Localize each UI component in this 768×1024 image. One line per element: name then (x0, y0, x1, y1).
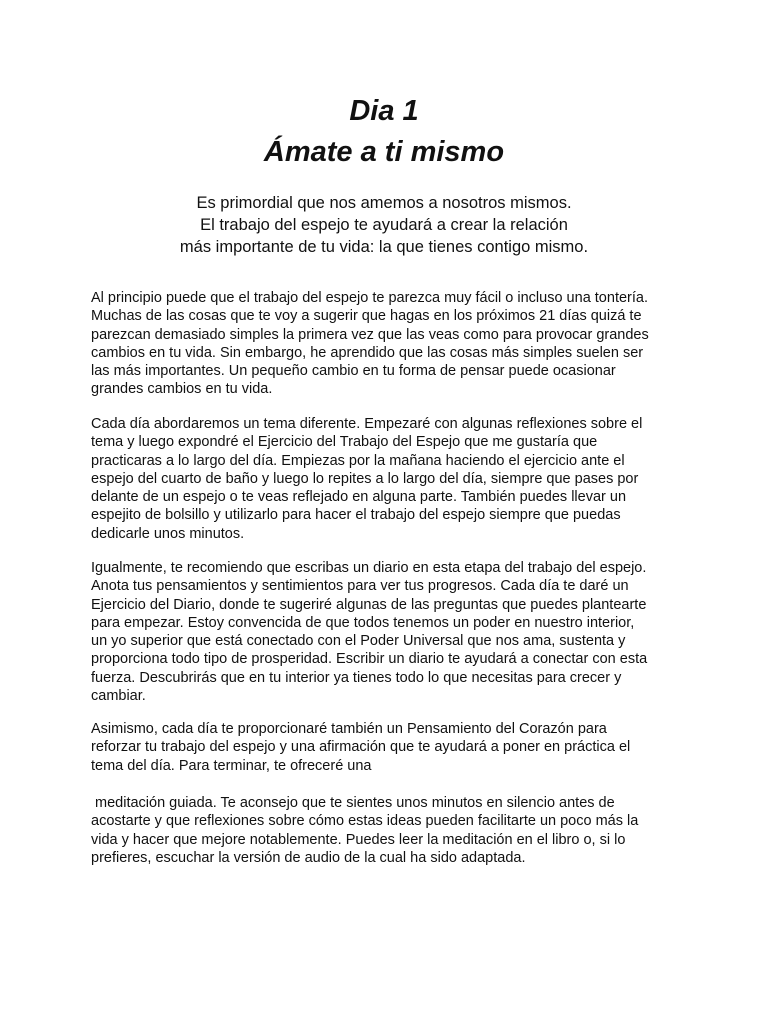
paragraph-line: tema del día. Para terminar, te ofreceré una (91, 757, 372, 774)
paragraph-line: espejo del cuarto de baño y luego lo repites a lo largo del día, siempre que pases por (91, 470, 639, 487)
paragraph-line: Muchas de las cosas que te voy a sugerir que hagas en los próximos 21 días quizá te (91, 308, 642, 325)
intro-statement (0, 192, 768, 258)
page-title-theme: Ámate a ti mismo (263, 136, 505, 168)
page-title-day: Dia 1 (349, 95, 419, 127)
intro-line: Es primordial que nos amemos a nosotros mismos. (196, 194, 572, 212)
paragraph-line: Al principio puede que el trabajo del espejo te parezca muy fácil o incluso una tontería. (91, 290, 648, 306)
paragraph-line: para empezar. Estoy convencida de que todos tenemos un poder en nuestro interior, (91, 614, 635, 631)
paragraph-line: Anota tus pensamientos y sentimientos para ver tus progresos. Cada día te daré un (91, 578, 629, 595)
paragraph-line: grandes cambios en tu vida. (91, 381, 273, 398)
paragraph-line: meditación guiada. Te aconsejo que te sientes unos minutos en silencio antes de (91, 795, 615, 811)
body-paragraph-3 (91, 559, 691, 705)
paragraph-line: delante de un espejo o te veas reflejado en alguna parte. También puedes llevar un (91, 489, 627, 506)
paragraph-line: Asimismo, cada día te proporcionaré también un Pensamiento del Corazón para (91, 721, 607, 737)
paragraph-line: Cada día abordaremos un tema diferente. Empezaré con algunas reflexiones sobre el (91, 416, 643, 432)
paragraph-line: Ejercicio del Diario, donde te sugeriré algunas de las preguntas que puedes plantearte (91, 596, 647, 613)
paragraph-line: proporciona todo tipo de prosperidad. Escribir un diario te ayudará a conectar con esta (91, 651, 648, 668)
body-paragraph-2 (91, 415, 691, 543)
paragraph-line: cambios en tu vida. Sin embargo, he aprendido que las cosas más simples suelen ser (91, 344, 644, 361)
paragraph-line: dedicarle unos minutos. (91, 525, 245, 542)
body-paragraph-5 (91, 794, 691, 867)
paragraph-line: las más importantes. Un pequeño cambio en tu forma de pensar puede ocasionar (91, 363, 616, 380)
paragraph-line: vida y hacer que mejore notablemente. Puedes leer la meditación en el libro o, si lo (91, 831, 626, 848)
paragraph-line: parezcan demasiado simples la primera vez que las veas como para provocar grandes (91, 326, 649, 343)
paragraph-line: acostarte y que reflexiones sobre cómo estas ideas pueden facilitarte un poco más la (91, 813, 639, 830)
paragraph-line: un yo superior que está conectado con el Poder Universal que nos ama, sustenta y (91, 633, 626, 650)
paragraph-line: espejito de bolsillo y utilizarlo para hacer el trabajo del espejo siempre que puedas (91, 507, 621, 524)
paragraph-line: Igualmente, te recomiendo que escribas un diario en esta etapa del trabajo del espejo. (91, 560, 647, 576)
paragraph-line: fuerza. Descubrirás que en tu interior ya tienes todo lo que necesitas para crecer y (91, 669, 622, 686)
paragraph-line: cambiar. (91, 688, 146, 705)
paragraph-line: prefieres, escuchar la versión de audio de la cual ha sido adaptada. (91, 849, 526, 866)
body-paragraph-4 (91, 720, 691, 775)
paragraph-line: reforzar tu trabajo del espejo y una afirmación que te ayudará a poner en práctica el (91, 739, 631, 756)
body-paragraph-1 (91, 289, 691, 399)
paragraph-line: practicaras a lo largo del día. Empiezas por la mañana haciendo el ejercicio ante el (91, 452, 625, 469)
intro-line: El trabajo del espejo te ayudará a crear la relación (200, 216, 568, 234)
paragraph-line: tema y luego expondré el Ejercicio del Trabajo del Espejo que me gustaría que (91, 434, 598, 451)
intro-line: más importante de tu vida: la que tienes contigo mismo. (179, 238, 589, 256)
